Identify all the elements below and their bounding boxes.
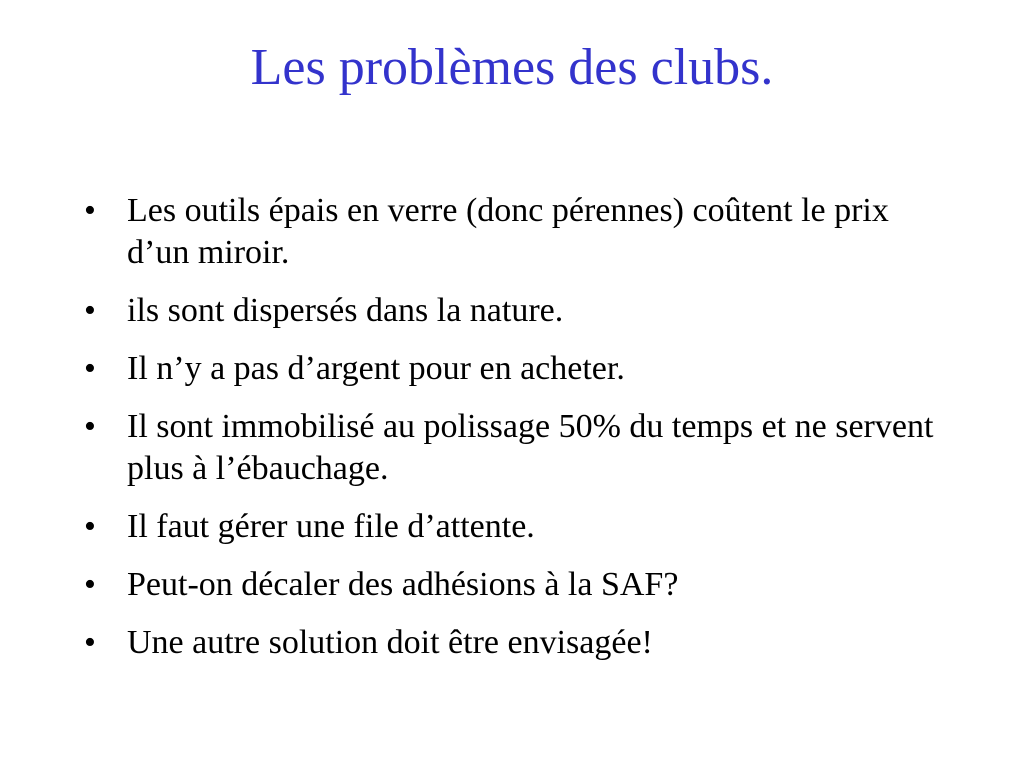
bullet-icon: • <box>84 566 96 603</box>
slide-title: Les problèmes des clubs. <box>250 39 774 96</box>
bullet-icon: • <box>84 350 96 387</box>
bullet-text-7: Une autre solution doit être envisagée! <box>127 624 653 661</box>
bullet-item-6 <box>84 564 944 606</box>
bullet-item-1 <box>84 190 944 274</box>
bullet-item-5 <box>84 506 944 548</box>
bullet-item-7 <box>84 622 944 664</box>
bullet-icon: • <box>84 508 96 545</box>
bullet-text-6: Peut-on décaler des adhésions à la SAF? <box>127 566 679 603</box>
bullet-icon: • <box>84 408 96 445</box>
bullet-text-4: Il sont immobilisé au polissage 50% du temps et ne servent plus à l’ébauchage. <box>127 408 934 487</box>
bullet-item-2 <box>84 290 944 332</box>
bullet-text-2: ils sont dispersés dans la nature. <box>127 292 564 329</box>
bullet-icon: • <box>84 292 96 329</box>
bullet-item-4 <box>84 406 944 490</box>
bullet-icon: • <box>84 192 96 229</box>
bullet-item-3 <box>84 348 944 390</box>
bullet-text-3: Il n’y a pas d’argent pour en acheter. <box>127 350 625 387</box>
bullet-text-5: Il faut gérer une file d’attente. <box>127 508 535 545</box>
bullet-list <box>84 190 944 680</box>
bullet-icon: • <box>84 624 96 661</box>
bullet-text-1: Les outils épais en verre (donc pérennes) coûtent le prix d’un miroir. <box>127 192 889 271</box>
